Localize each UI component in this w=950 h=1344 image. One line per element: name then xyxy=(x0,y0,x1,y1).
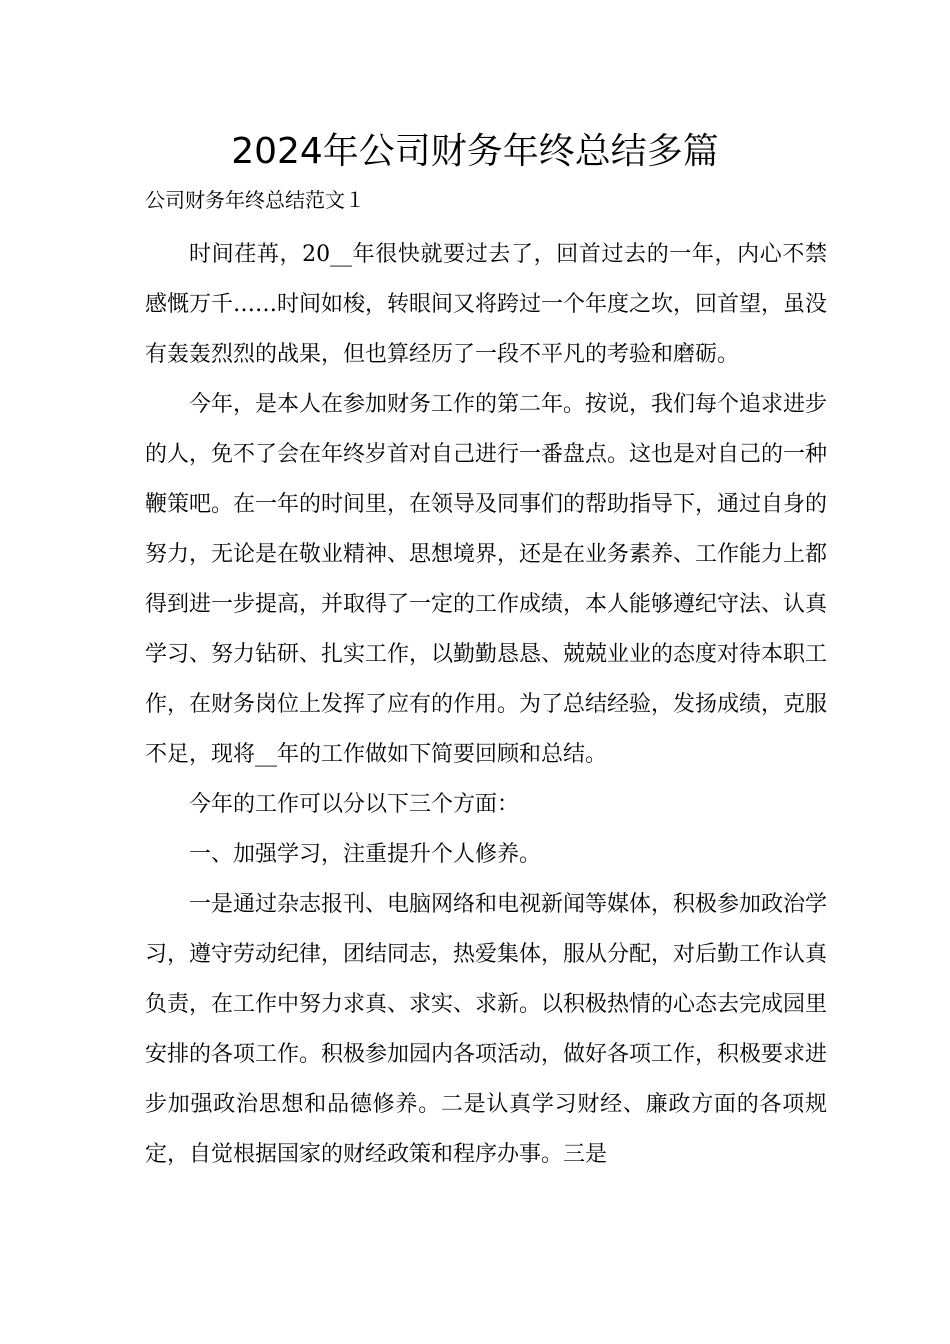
body-paragraph-1: 时间荏苒，20__年很快就要过去了，回首过去的一年，内心不禁感慨万千……时间如梭，转眼间又将跨过一个年度之坎，回首望，虽没有轰轰烈烈的战果，但也算经历了一段不平凡的考验和磨砺。 xyxy=(145,242,828,367)
body-paragraph-2: 今年，是本人在参加财务工作的第二年。按说，我们每个追求进步的人，免不了会在年终岁首对自己进行一番盘点。这也是对自己的一种鞭策吧。在一年的时间里，在领导及同事们的帮助指导下，通过自身的努力，无论是在敬业精神、思想境界，还是在业务素养、工作能力上都得到进一步提高，并取得了一定的工作成绩，本人能够遵纪守法、认真学习、努力钻研、扎实工作，以勤勤恳恳、兢兢业业的态度对待本职工作，在财务岗位上发挥了应有的作用。为了总结经验，发扬成绩，克服不足，现将__年的工作做如下简要回顾和总结。 xyxy=(145,392,828,767)
document-title: 2024年公司财务年终总结多篇 xyxy=(231,131,719,172)
document-subtitle: 公司财务年终总结范文１ xyxy=(145,188,365,212)
body-paragraph-4: 一是通过杂志报刊、电脑网络和电视新闻等媒体，积极参加政治学习，遵守劳动纪律，团结同志，热爱集体，服从分配，对后勤工作认真负责，在工作中努力求真、求实、求新。以积极热情的心态去完成园里安排的各项工作。积极参加园内各项活动，做好各项工作，积极要求进步加强政治思想和品德修养。二是认真学习财经、廉政方面的各项规定，自觉根据国家的财经政策和程序办事。三是 xyxy=(145,892,828,1167)
body-paragraph-3: 今年的工作可以分以下三个方面： xyxy=(189,792,520,817)
document-body xyxy=(145,230,827,1180)
section-heading-1: 一、加强学习，注重提升个人修养。 xyxy=(189,842,542,867)
